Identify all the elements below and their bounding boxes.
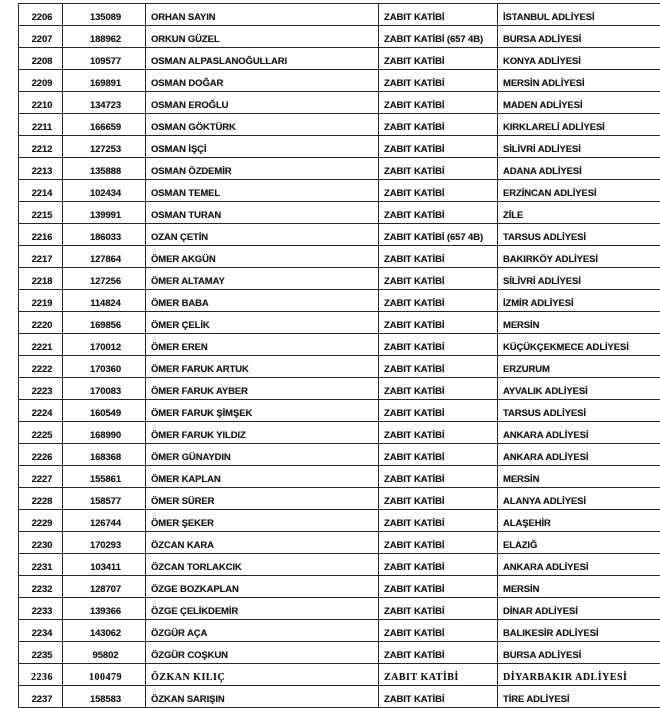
registry-no-cell: 100479: [63, 664, 146, 686]
table-row: [19, 576, 660, 598]
table-row: [19, 246, 660, 268]
registry-no-cell: 135089: [63, 4, 146, 26]
name-cell: OZAN ÇETİN: [146, 224, 379, 246]
row-no-cell: 2231: [19, 554, 63, 576]
row-no-cell: 2217: [19, 246, 63, 268]
registry-no-cell: 158577: [63, 488, 146, 510]
row-no-cell: 2219: [19, 290, 63, 312]
registry-no-cell: 102434: [63, 180, 146, 202]
location-cell: ADANA ADLİYESİ: [498, 158, 660, 180]
location-cell: KIRKLARELİ ADLİYESİ: [498, 114, 660, 136]
row-no-cell: 2220: [19, 312, 63, 334]
location-cell: DİYARBAKIR ADLİYESİ: [498, 664, 660, 686]
title-cell: ZABIT KATİBİ: [379, 466, 498, 488]
row-no-cell: 2233: [19, 598, 63, 620]
name-cell: ÖMER EREN: [146, 334, 379, 356]
registry-no-cell: 143062: [63, 620, 146, 642]
registry-no-cell: 170083: [63, 378, 146, 400]
table-row: [19, 26, 660, 48]
registry-no-cell: 127253: [63, 136, 146, 158]
title-cell: ZABIT KATİBİ: [379, 356, 498, 378]
location-cell: SİLİVRİ ADLİYESİ: [498, 268, 660, 290]
title-cell: ZABIT KATİBİ: [379, 576, 498, 598]
table-row: [19, 136, 660, 158]
name-cell: ÖMER FARUK YILDIZ: [146, 422, 379, 444]
title-cell: ZABIT KATİBİ: [379, 422, 498, 444]
location-cell: BURSA ADLİYESİ: [498, 642, 660, 664]
location-cell: ERZİNCAN ADLİYESİ: [498, 180, 660, 202]
table-row: [19, 488, 660, 510]
location-cell: ZİLE: [498, 202, 660, 224]
row-no-cell: 2215: [19, 202, 63, 224]
title-cell: ZABIT KATİBİ (657 4B): [379, 26, 498, 48]
row-no-cell: 2229: [19, 510, 63, 532]
table-row: [19, 158, 660, 180]
title-cell: ZABIT KATİBİ: [379, 202, 498, 224]
name-cell: ÖZKAN KILIÇ: [146, 664, 379, 686]
table-row: [19, 356, 660, 378]
registry-no-cell: 135888: [63, 158, 146, 180]
title-cell: ZABIT KATİBİ: [379, 510, 498, 532]
title-cell: ZABIT KATİBİ: [379, 4, 498, 26]
title-cell: ZABIT KATİBİ: [379, 378, 498, 400]
row-no-cell: 2235: [19, 642, 63, 664]
registry-no-cell: 160549: [63, 400, 146, 422]
registry-no-cell: 139366: [63, 598, 146, 620]
name-cell: ÖMER ŞEKER: [146, 510, 379, 532]
row-no-cell: 2227: [19, 466, 63, 488]
location-cell: BAKIRKÖY ADLİYESİ: [498, 246, 660, 268]
name-cell: ÖMER SÜRER: [146, 488, 379, 510]
row-no-cell: 2230: [19, 532, 63, 554]
personnel-table: [18, 3, 660, 708]
title-cell: ZABIT KATİBİ: [379, 554, 498, 576]
row-no-cell: 2213: [19, 158, 63, 180]
name-cell: ÖZCAN TORLAKCIK: [146, 554, 379, 576]
title-cell: ZABIT KATİBİ: [379, 532, 498, 554]
table-row: [19, 70, 660, 92]
title-cell: ZABIT KATİBİ: [379, 70, 498, 92]
title-cell: ZABIT KATİBİ: [379, 598, 498, 620]
table-row: [19, 4, 660, 26]
name-cell: OSMAN İŞÇİ: [146, 136, 379, 158]
registry-no-cell: 168990: [63, 422, 146, 444]
registry-no-cell: 188962: [63, 26, 146, 48]
registry-no-cell: 126744: [63, 510, 146, 532]
table-row: [19, 312, 660, 334]
table-row: [19, 686, 660, 708]
name-cell: ORHAN SAYIN: [146, 4, 379, 26]
title-cell: ZABIT KATİBİ: [379, 268, 498, 290]
row-no-cell: 2209: [19, 70, 63, 92]
location-cell: ANKARA ADLİYESİ: [498, 422, 660, 444]
name-cell: ÖMER KAPLAN: [146, 466, 379, 488]
location-cell: ANKARA ADLİYESİ: [498, 444, 660, 466]
registry-no-cell: 114824: [63, 290, 146, 312]
table-row: [19, 532, 660, 554]
registry-no-cell: 127864: [63, 246, 146, 268]
row-no-cell: 2226: [19, 444, 63, 466]
title-cell: ZABIT KATİBİ: [379, 92, 498, 114]
name-cell: OSMAN TURAN: [146, 202, 379, 224]
table-row: [19, 642, 660, 664]
row-no-cell: 2224: [19, 400, 63, 422]
name-cell: OSMAN TEMEL: [146, 180, 379, 202]
row-no-cell: 2211: [19, 114, 63, 136]
registry-no-cell: 166659: [63, 114, 146, 136]
table-row: [19, 114, 660, 136]
registry-no-cell: 169856: [63, 312, 146, 334]
registry-no-cell: 127256: [63, 268, 146, 290]
name-cell: OSMAN EROĞLU: [146, 92, 379, 114]
row-no-cell: 2225: [19, 422, 63, 444]
title-cell: ZABIT KATİBİ: [379, 488, 498, 510]
title-cell: ZABIT KATİBİ: [379, 664, 498, 686]
table-row: [19, 466, 660, 488]
name-cell: ÖMER GÜNAYDIN: [146, 444, 379, 466]
row-no-cell: 2218: [19, 268, 63, 290]
location-cell: BALIKESİR ADLİYESİ: [498, 620, 660, 642]
title-cell: ZABIT KATİBİ (657 4B): [379, 224, 498, 246]
name-cell: ÖMER FARUK AYBER: [146, 378, 379, 400]
name-cell: ÖMER FARUK ARTUK: [146, 356, 379, 378]
row-no-cell: 2236: [19, 664, 63, 686]
row-no-cell: 2228: [19, 488, 63, 510]
location-cell: SİLİVRİ ADLİYESİ: [498, 136, 660, 158]
title-cell: ZABIT KATİBİ: [379, 312, 498, 334]
row-no-cell: 2208: [19, 48, 63, 70]
name-cell: ÖMER ALTAMAY: [146, 268, 379, 290]
title-cell: ZABIT KATİBİ: [379, 642, 498, 664]
table-row: [19, 598, 660, 620]
name-cell: ÖMER BABA: [146, 290, 379, 312]
name-cell: OSMAN DOĞAR: [146, 70, 379, 92]
title-cell: ZABIT KATİBİ: [379, 334, 498, 356]
registry-no-cell: 169891: [63, 70, 146, 92]
row-no-cell: 2206: [19, 4, 63, 26]
name-cell: ÖZCAN KARA: [146, 532, 379, 554]
table-row: [19, 334, 660, 356]
registry-no-cell: 109577: [63, 48, 146, 70]
location-cell: DİNAR ADLİYESİ: [498, 598, 660, 620]
row-no-cell: 2237: [19, 686, 63, 708]
location-cell: MERSİN ADLİYESİ: [498, 70, 660, 92]
row-no-cell: 2221: [19, 334, 63, 356]
location-cell: ELAZIĞ: [498, 532, 660, 554]
table-row: [19, 180, 660, 202]
name-cell: ÖMER ÇELİK: [146, 312, 379, 334]
location-cell: TİRE ADLİYESİ: [498, 686, 660, 708]
location-cell: ALANYA ADLİYESİ: [498, 488, 660, 510]
table-row: [19, 290, 660, 312]
table-row: [19, 554, 660, 576]
name-cell: ÖMER FARUK ŞİMŞEK: [146, 400, 379, 422]
registry-no-cell: 170293: [63, 532, 146, 554]
row-no-cell: 2210: [19, 92, 63, 114]
table-row: [19, 664, 660, 686]
title-cell: ZABIT KATİBİ: [379, 158, 498, 180]
table-row: [19, 422, 660, 444]
table-row: [19, 400, 660, 422]
name-cell: ÖZGE BOZKAPLAN: [146, 576, 379, 598]
name-cell: ÖZGÜR COŞKUN: [146, 642, 379, 664]
title-cell: ZABIT KATİBİ: [379, 180, 498, 202]
registry-no-cell: 170012: [63, 334, 146, 356]
registry-no-cell: 103411: [63, 554, 146, 576]
title-cell: ZABIT KATİBİ: [379, 136, 498, 158]
table-row: [19, 620, 660, 642]
registry-no-cell: 168368: [63, 444, 146, 466]
registry-no-cell: 186033: [63, 224, 146, 246]
table-row: [19, 92, 660, 114]
location-cell: MERSİN: [498, 466, 660, 488]
table-row: [19, 510, 660, 532]
table-row: [19, 378, 660, 400]
location-cell: AYVALIK ADLİYESİ: [498, 378, 660, 400]
registry-no-cell: 128707: [63, 576, 146, 598]
registry-no-cell: 134723: [63, 92, 146, 114]
location-cell: ANKARA ADLİYESİ: [498, 554, 660, 576]
row-no-cell: 2207: [19, 26, 63, 48]
row-no-cell: 2222: [19, 356, 63, 378]
name-cell: OSMAN GÖKTÜRK: [146, 114, 379, 136]
location-cell: KONYA ADLİYESİ: [498, 48, 660, 70]
row-no-cell: 2212: [19, 136, 63, 158]
location-cell: MERSİN: [498, 312, 660, 334]
location-cell: KÜÇÜKÇEKMECE ADLİYESİ: [498, 334, 660, 356]
registry-no-cell: 155861: [63, 466, 146, 488]
title-cell: ZABIT KATİBİ: [379, 444, 498, 466]
registry-no-cell: 170360: [63, 356, 146, 378]
title-cell: ZABIT KATİBİ: [379, 246, 498, 268]
registry-no-cell: 158583: [63, 686, 146, 708]
location-cell: ALAŞEHİR: [498, 510, 660, 532]
location-cell: TARSUS ADLİYESİ: [498, 400, 660, 422]
table-row: [19, 224, 660, 246]
row-no-cell: 2232: [19, 576, 63, 598]
title-cell: ZABIT KATİBİ: [379, 290, 498, 312]
name-cell: ÖZKAN SARIŞIN: [146, 686, 379, 708]
name-cell: ÖMER AKGÜN: [146, 246, 379, 268]
personnel-table-body: [19, 4, 660, 708]
registry-no-cell: 95802: [63, 642, 146, 664]
title-cell: ZABIT KATİBİ: [379, 114, 498, 136]
table-row: [19, 48, 660, 70]
title-cell: ZABIT KATİBİ: [379, 686, 498, 708]
row-no-cell: 2234: [19, 620, 63, 642]
table-row: [19, 202, 660, 224]
location-cell: MADEN ADLİYESİ: [498, 92, 660, 114]
name-cell: ÖZGÜR AÇA: [146, 620, 379, 642]
location-cell: MERSİN: [498, 576, 660, 598]
location-cell: İZMİR ADLİYESİ: [498, 290, 660, 312]
row-no-cell: 2214: [19, 180, 63, 202]
registry-no-cell: 139991: [63, 202, 146, 224]
row-no-cell: 2216: [19, 224, 63, 246]
title-cell: ZABIT KATİBİ: [379, 620, 498, 642]
location-cell: BURSA ADLİYESİ: [498, 26, 660, 48]
row-no-cell: 2223: [19, 378, 63, 400]
location-cell: TARSUS ADLİYESİ: [498, 224, 660, 246]
name-cell: ÖZGE ÇELİKDEMİR: [146, 598, 379, 620]
table-row: [19, 444, 660, 466]
title-cell: ZABIT KATİBİ: [379, 400, 498, 422]
name-cell: OSMAN ALPASLANOĞULLARI: [146, 48, 379, 70]
title-cell: ZABIT KATİBİ: [379, 48, 498, 70]
location-cell: ERZURUM: [498, 356, 660, 378]
location-cell: İSTANBUL ADLİYESİ: [498, 4, 660, 26]
table-row: [19, 268, 660, 290]
name-cell: ORKUN GÜZEL: [146, 26, 379, 48]
name-cell: OSMAN ÖZDEMİR: [146, 158, 379, 180]
